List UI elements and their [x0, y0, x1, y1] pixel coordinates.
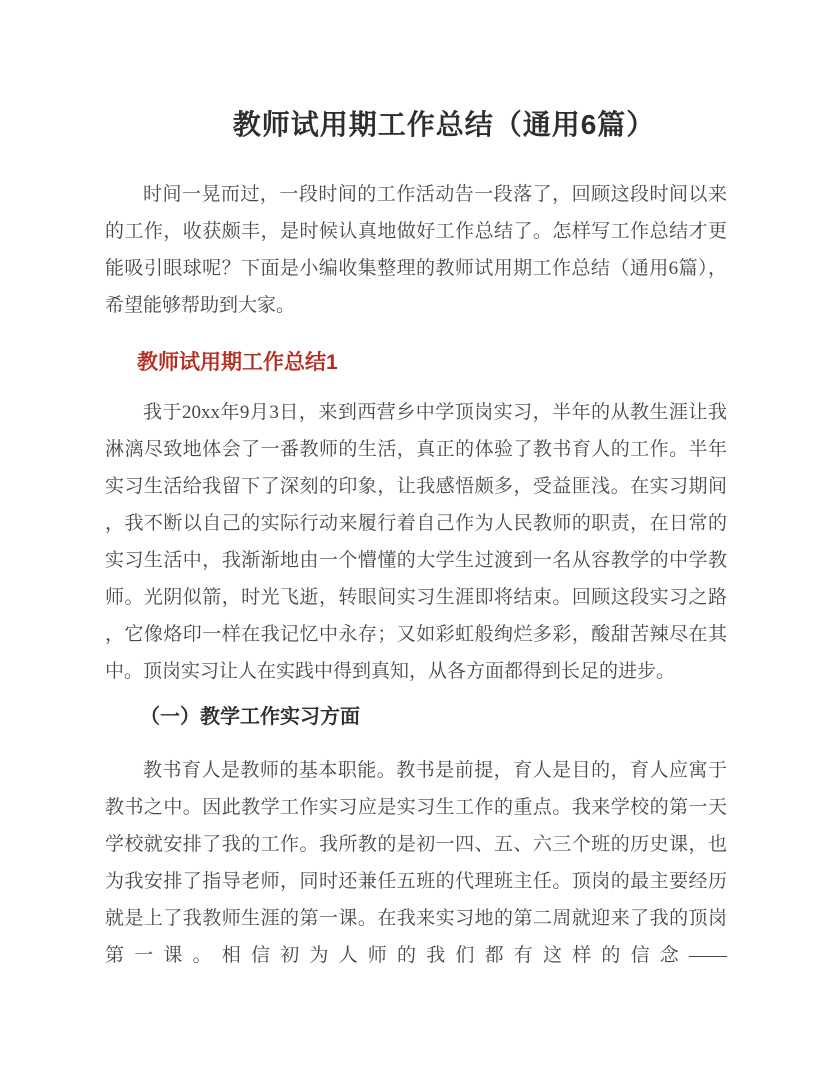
text-line: 中。顶岗实习让人在实践中得到真知，从各方面都得到长足的进步。	[105, 661, 676, 682]
text-line: 学校就安排了我的工作。我所教的是初一四、五、六三个班的历史课，也	[105, 834, 727, 855]
text-line: 为我安排了指导老师，同时还兼任五班的代理班主任。顶岗的最主要经历	[105, 871, 727, 892]
text-line: ，我不断以自己的实际行动来履行着自己作为人民教师的职责，在日常的	[105, 513, 727, 534]
document-body	[105, 176, 727, 974]
text-line: 实习生活给我留下了深刻的印象，让我感悟颇多，受益匪浅。在实习期间	[105, 476, 727, 497]
text-line: 时间一晃而过，一段时间的工作活动告一段落了，回顾这段时间以来	[143, 184, 727, 205]
text-line: 淋漓尽致地体会了一番教师的生活，真正的体验了教书育人的工作。半年	[105, 439, 727, 460]
subsection-heading-teaching: （一）教学工作实习方面	[140, 706, 360, 728]
text-line: 第一课。相信初为人师的我们都有这样的信念——	[105, 945, 727, 966]
text-line: 师。光阴似箭，时光飞逝，转眼间实习生涯即将结束。回顾这段实习之路	[105, 587, 727, 608]
text-line: 实习生活中，我渐渐地由一个懵懂的大学生过渡到一名从容教学的中学教	[105, 550, 727, 571]
text-line: 希望能够帮助到大家。	[105, 295, 296, 316]
text-line: ，它像烙印一样在我记忆中永存；又如彩虹般绚烂多彩，酸甜苦辣尽在其	[105, 624, 727, 645]
text-line: 就是上了我教师生涯的第一课。在我来实习地的第二周就迎来了我的顶岗	[105, 908, 727, 929]
section-1-paragraph	[105, 394, 727, 690]
text-line: 教书之中。因此教学工作实习应是实习生工作的重点。我来学校的第一天	[105, 797, 727, 818]
section-heading-1: 教师试用期工作总结1	[137, 351, 338, 374]
text-line: 我于20xx年9月3日，来到西营乡中学顶岗实习，半年的从教生涯让我	[143, 402, 727, 423]
intro-paragraph	[105, 176, 727, 324]
text-line: 能吸引眼球呢？下面是小编收集整理的教师试用期工作总结（通用6篇），	[105, 258, 727, 279]
document-title: 教师试用期工作总结（通用6篇）	[232, 109, 656, 140]
teaching-paragraph	[105, 752, 727, 974]
text-line: 的工作，收获颇丰，是时候认真地做好工作总结了。怎样写工作总结才更	[105, 221, 727, 242]
text-line: 教书育人是教师的基本职能。教书是前提，育人是目的，育人应寓于	[143, 760, 727, 781]
